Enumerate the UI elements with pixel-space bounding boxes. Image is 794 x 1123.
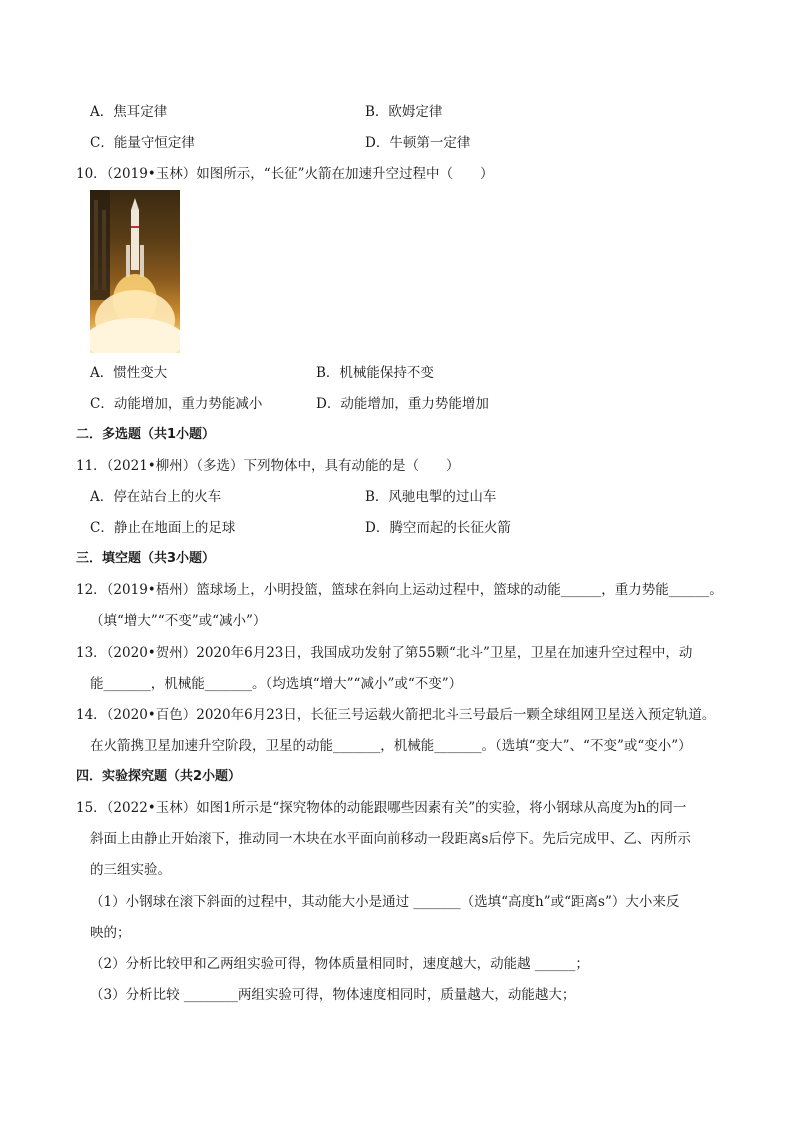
q11-option-b: B．风驰电掣的过山车 <box>365 489 497 505</box>
q11-option-a: A．停在站台上的火车 <box>90 489 222 505</box>
q15-sub1-line1: （1）小钢球在滚下斜面的过程中，其动能大小是通过 _______（选填“高度h”或“距离s”）大小来反 <box>90 894 680 910</box>
q14-line2: 在火箭携卫星加速升空阶段，卫星的动能_______，机械能_______。（选填“变大”、“不变”或“变小”） <box>90 738 692 754</box>
q10-option-a: A．惯性变大 <box>90 365 168 381</box>
q13-line2: 能_______，机械能_______。（均选填“增大”“减小”或“不变”） <box>90 676 463 692</box>
q10-option-d: D．动能增加，重力势能增加 <box>316 396 489 412</box>
section-heading-multiple-choice: 二．多选题（共1小题） <box>76 427 216 442</box>
section-heading-experiment: 四．实验探究题（共2小题） <box>76 769 242 784</box>
section-heading-fill-in: 三．填空题（共3小题） <box>76 551 216 566</box>
q12-line1: 12．（2019•梧州）篮球场上，小明投篮，篮球在斜向上运动过程中，篮球的动能______，重力势能______。 <box>76 582 723 598</box>
q15-line3: 的三组实验。 <box>90 862 171 878</box>
q11-stem: 11．（2021•柳州）（多选）下列物体中，具有动能的是（ ） <box>76 458 460 474</box>
q15-line1: 15．（2022•玉林）如图1所示是“探究物体的动能跟哪些因素有关”的实验，将小钢球从高度为h的同一 <box>76 800 687 816</box>
q10-option-b: B．机械能保持不变 <box>316 365 434 381</box>
q14-line1: 14．（2020•百色）2020年6月23日，长征三号运载火箭把北斗三号最后一颗全球组网卫星送入预定轨道。 <box>76 707 716 723</box>
q9-option-a: A．焦耳定律 <box>90 104 168 120</box>
q12-line2: （填“增大”“不变”或“减小”） <box>90 613 267 629</box>
q9-option-d: D．牛顿第一定律 <box>365 135 471 151</box>
q11-option-c: C．静止在地面上的足球 <box>90 520 236 536</box>
q10-stem: 10．（2019•玉林）如图所示，“长征”火箭在加速升空过程中（ ） <box>76 166 494 182</box>
rocket-icon <box>90 190 180 353</box>
q15-sub1-line2: 映的； <box>90 925 131 941</box>
q10-option-c: C．动能增加，重力势能减小 <box>90 396 263 412</box>
q9-option-b: B．欧姆定律 <box>365 104 443 120</box>
q11-option-d: D．腾空而起的长征火箭 <box>365 520 511 536</box>
q13-line1: 13．（2020•贺州）2020年6月23日，我国成功发射了第55颗“北斗”卫星，卫星在加速升空过程中，动 <box>76 645 693 661</box>
q15-sub3: （3）分析比较 ________两组实验可得，物体速度相同时，质量越大，动能越大； <box>90 987 576 1003</box>
q15-sub2: （2）分析比较甲和乙两组实验可得，物体质量相同时，速度越大，动能越 ______； <box>90 956 589 972</box>
rocket-launch-image <box>90 190 180 353</box>
q15-line2: 斜面上由静止开始滚下，推动同一木块在水平面向前移动一段距离s后停下。先后完成甲、乙、丙所示 <box>90 831 691 847</box>
q9-option-c: C．能量守恒定律 <box>90 135 195 151</box>
